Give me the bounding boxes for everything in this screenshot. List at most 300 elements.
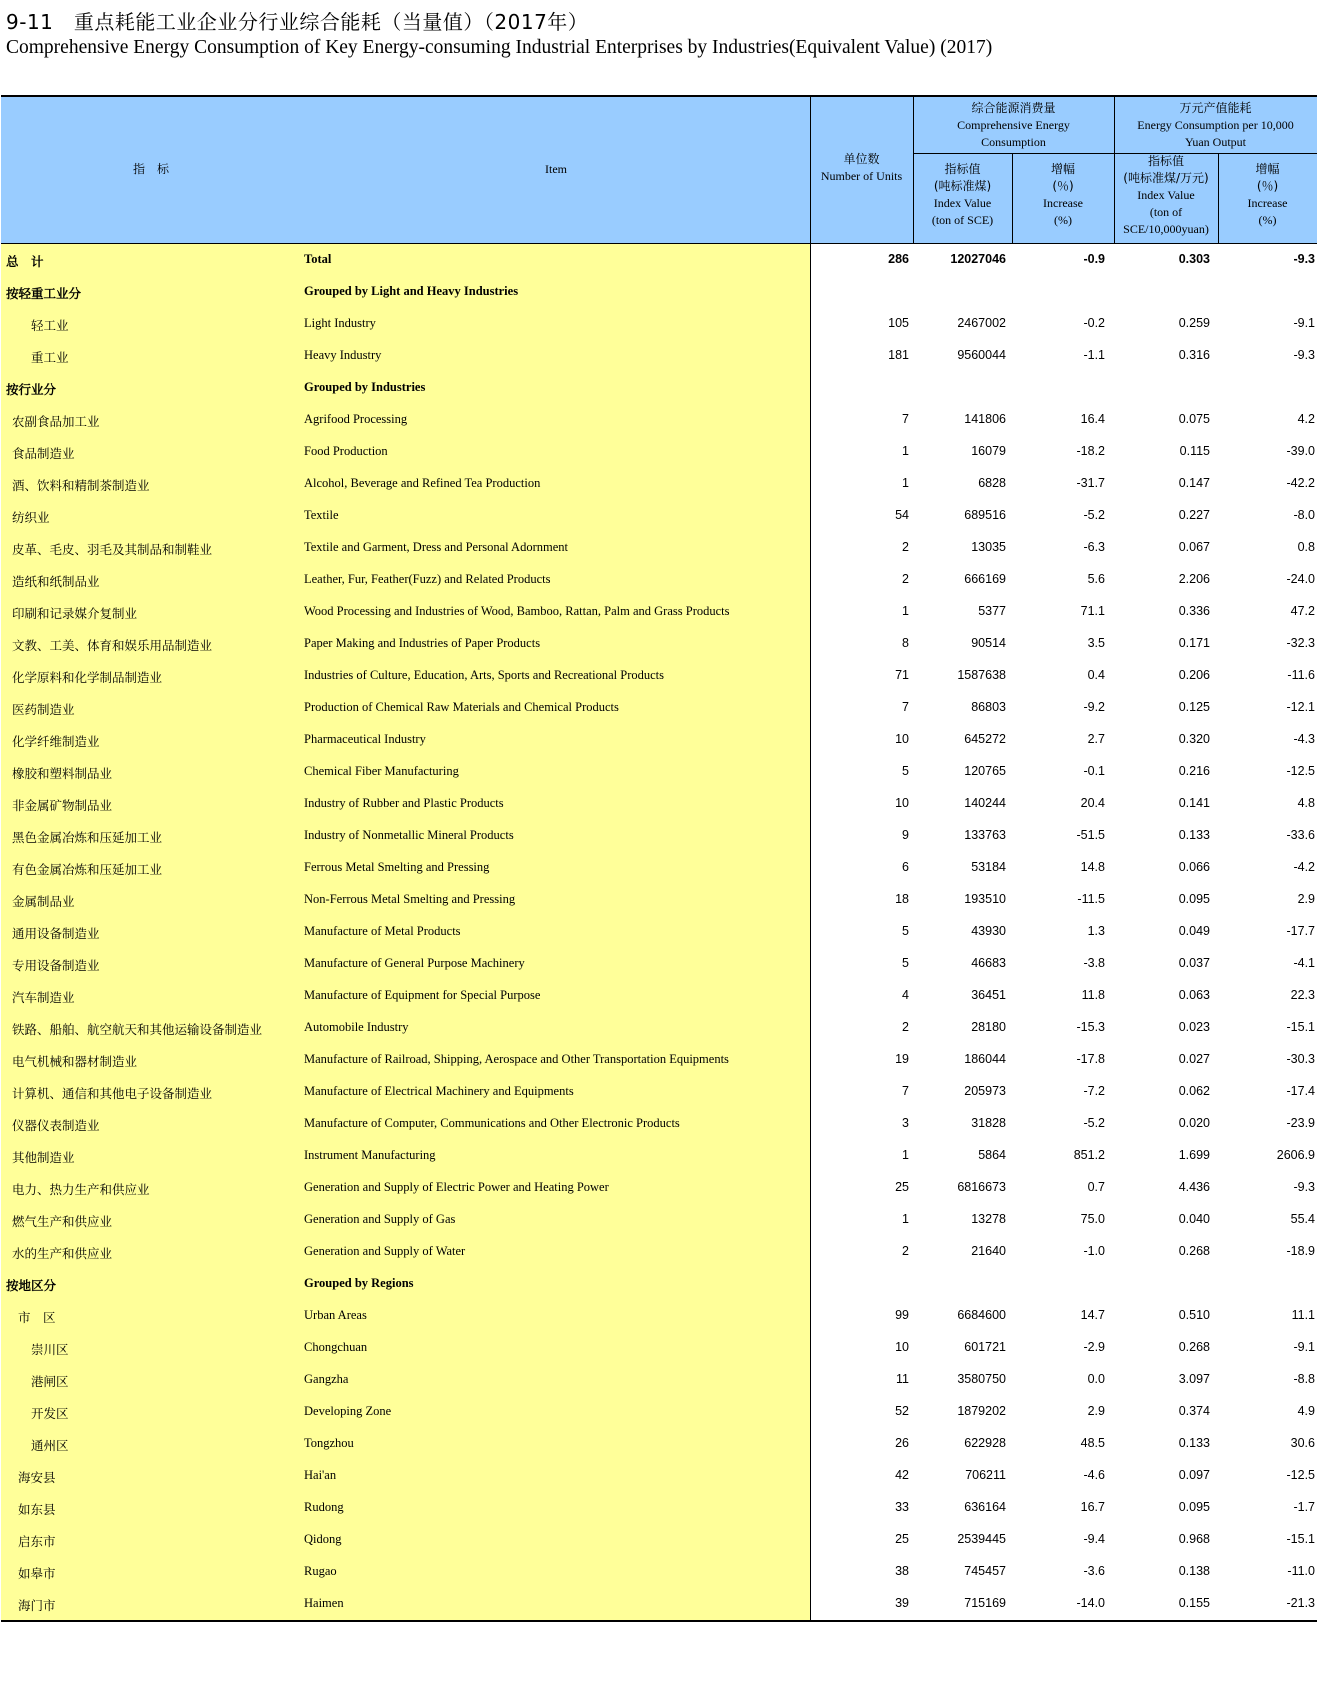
cell-units: 10 <box>895 732 909 746</box>
cell-units: 25 <box>895 1532 909 1546</box>
cell-energy-value: 16079 <box>971 444 1006 458</box>
table-row <box>1 1172 1317 1204</box>
cell-per-output-increase: 47.2 <box>1290 604 1315 618</box>
header-index-value-2 <box>1114 153 1218 238</box>
cell-energy-value: 90514 <box>971 636 1006 650</box>
cell-per-output-value: 0.062 <box>1178 1084 1210 1098</box>
cell-units: 52 <box>895 1404 909 1418</box>
cell-units: 105 <box>888 316 909 330</box>
header-increase-1 <box>1012 161 1114 229</box>
header-inc2-pct: (％) <box>1256 179 1279 193</box>
cell-per-output-increase: -11.0 <box>1287 1564 1315 1578</box>
row-label-cn: 启东市 <box>18 1534 56 1549</box>
table-row <box>1 916 1317 948</box>
cell-energy-increase: -1.0 <box>1083 1244 1105 1258</box>
row-label-en: Non-Ferrous Metal Smelting and Pressing <box>304 892 516 906</box>
cell-per-output-value: 0.227 <box>1178 508 1210 522</box>
row-label-en: Industry of Rubber and Plastic Products <box>304 796 504 810</box>
cell-units: 7 <box>902 412 909 426</box>
row-label-en: Urban Areas <box>304 1308 367 1322</box>
cell-per-output-increase: 4.9 <box>1297 1404 1315 1418</box>
cell-units: 6 <box>902 860 909 874</box>
table-row <box>1 948 1317 980</box>
table-row <box>1 1204 1317 1236</box>
row-label-en: Grouped by Regions <box>304 1276 414 1290</box>
row-label-en: Production of Chemical Raw Materials and Chemical Products <box>304 700 619 714</box>
row-label-cn: 按行业分 <box>6 382 57 397</box>
table-body <box>1 244 1317 1620</box>
table-row <box>1 1588 1317 1620</box>
table-row <box>1 468 1317 500</box>
cell-per-output-increase: -23.9 <box>1286 1116 1315 1130</box>
cell-per-output-value: 0.040 <box>1178 1212 1210 1226</box>
row-label-en: Haimen <box>304 1596 344 1610</box>
cell-units: 5 <box>902 924 909 938</box>
row-label-en: Instrument Manufacturing <box>304 1148 436 1162</box>
cell-per-output-increase: -24.0 <box>1286 572 1315 586</box>
cell-per-output-increase: 30.6 <box>1290 1436 1315 1450</box>
cell-energy-value: 141806 <box>964 412 1006 426</box>
cell-per-output-increase: -42.2 <box>1286 476 1315 490</box>
cell-per-output-increase: 22.3 <box>1290 988 1315 1002</box>
cell-energy-value: 689516 <box>964 508 1006 522</box>
cell-energy-value: 53184 <box>971 860 1006 874</box>
cell-per-output-increase: 55.4 <box>1290 1212 1315 1226</box>
cell-units: 19 <box>895 1052 909 1066</box>
cell-per-output-increase: -12.1 <box>1286 700 1315 714</box>
cell-units: 2 <box>902 572 909 586</box>
header-comprehensive <box>913 100 1114 151</box>
header-units <box>810 151 913 185</box>
cell-energy-value: 9560044 <box>957 348 1006 362</box>
header-comp-en1: Comprehensive Energy <box>957 118 1070 132</box>
cell-energy-value: 666169 <box>964 572 1006 586</box>
cell-per-output-value: 0.216 <box>1178 764 1210 778</box>
header-increase-2 <box>1218 161 1317 229</box>
table-row <box>1 1364 1317 1396</box>
row-label-en: Generation and Supply of Electric Power and Heating Power <box>304 1180 609 1194</box>
cell-per-output-value: 2.206 <box>1178 572 1210 586</box>
table-row <box>1 788 1317 820</box>
row-label-en: Hai'an <box>304 1468 337 1482</box>
cell-per-output-value: 0.155 <box>1178 1596 1210 1610</box>
cell-energy-increase: 14.7 <box>1080 1308 1105 1322</box>
cell-energy-increase: -0.9 <box>1083 252 1105 266</box>
table-row <box>1 1524 1317 1556</box>
cell-units: 25 <box>895 1180 909 1194</box>
table-row <box>1 1556 1317 1588</box>
cell-energy-value: 2539445 <box>957 1532 1006 1546</box>
row-label-cn: 纺织业 <box>12 510 50 525</box>
cell-units: 181 <box>888 348 909 362</box>
cell-per-output-increase: -9.3 <box>1293 252 1315 266</box>
row-label-cn: 化学原料和化学制品制造业 <box>12 670 163 685</box>
cell-units: 7 <box>902 1084 909 1098</box>
header-inc2-en: Increase <box>1247 196 1288 210</box>
row-label-cn: 造纸和纸制品业 <box>12 574 100 589</box>
cell-per-output-value: 0.097 <box>1178 1468 1210 1482</box>
cell-per-output-value: 0.020 <box>1178 1116 1210 1130</box>
row-label-cn: 医药制造业 <box>12 702 75 717</box>
cell-per-output-value: 0.023 <box>1178 1020 1210 1034</box>
cell-per-output-increase: -17.7 <box>1286 924 1315 938</box>
cell-units: 1 <box>902 476 909 490</box>
cell-energy-increase: 3.5 <box>1087 636 1105 650</box>
cell-units: 1 <box>902 1212 909 1226</box>
cell-energy-increase: 48.5 <box>1080 1436 1105 1450</box>
row-label-cn: 通用设备制造业 <box>12 926 100 941</box>
row-label-cn: 黑色金属冶炼和压延加工业 <box>12 830 163 845</box>
cell-energy-increase: -15.3 <box>1076 1020 1105 1034</box>
row-label-en: Textile and Garment, Dress and Personal Adornment <box>304 540 568 554</box>
header-per-output <box>1114 100 1317 151</box>
row-label-cn: 崇川区 <box>31 1342 69 1357</box>
cell-units: 54 <box>895 508 909 522</box>
table-row <box>1 820 1317 852</box>
header-inc2-cn: 增幅 <box>1255 162 1280 176</box>
header-iv2-en1: Index Value <box>1137 188 1195 202</box>
cell-per-output-value: 0.206 <box>1178 668 1210 682</box>
cell-units: 39 <box>895 1596 909 1610</box>
row-label-cn: 电气机械和器材制造业 <box>12 1054 138 1069</box>
cell-energy-value: 43930 <box>971 924 1006 938</box>
cell-per-output-increase: -33.6 <box>1286 828 1315 842</box>
cell-energy-increase: -1.1 <box>1083 348 1105 362</box>
cell-energy-value: 12027046 <box>950 252 1006 266</box>
table-row <box>1 1044 1317 1076</box>
row-label-cn: 重工业 <box>31 350 69 365</box>
header-inc1-en: Increase <box>1043 196 1083 210</box>
cell-per-output-value: 0.259 <box>1178 316 1210 330</box>
cell-per-output-value: 0.268 <box>1178 1244 1210 1258</box>
table-row <box>1 660 1317 692</box>
cell-energy-value: 6816673 <box>957 1180 1006 1194</box>
row-label-cn: 轻工业 <box>31 318 69 333</box>
cell-units: 5 <box>902 956 909 970</box>
table-row <box>1 1396 1317 1428</box>
header-item: Item <box>545 162 567 176</box>
row-label-en: Manufacture of General Purpose Machinery <box>304 956 525 970</box>
header-iv1-en2: (ton of SCE) <box>931 213 994 227</box>
row-label-en: Grouped by Light and Heavy Industries <box>304 284 519 298</box>
table-row <box>1 1300 1317 1332</box>
cell-energy-increase: -9.4 <box>1083 1532 1105 1546</box>
cell-per-output-value: 4.436 <box>1178 1180 1210 1194</box>
header-units-cn: 单位数 <box>843 152 880 166</box>
table-row <box>1 596 1317 628</box>
cell-per-output-increase: 4.2 <box>1297 412 1315 426</box>
table-row <box>1 724 1317 756</box>
cell-energy-value: 193510 <box>964 892 1006 906</box>
cell-per-output-value: 0.133 <box>1178 828 1210 842</box>
row-label-cn: 农副食品加工业 <box>12 414 100 429</box>
row-label-en: Rugao <box>304 1564 337 1578</box>
row-label-cn: 有色金属冶炼和压延加工业 <box>12 862 163 877</box>
row-label-en: Pharmaceutical Industry <box>304 732 426 746</box>
row-label-cn: 港闸区 <box>31 1374 69 1389</box>
row-label-en: Chongchuan <box>304 1340 368 1354</box>
cell-per-output-increase: -39.0 <box>1286 444 1315 458</box>
row-label-en: Gangzha <box>304 1372 349 1386</box>
table-row <box>1 436 1317 468</box>
header-iv2-unit-cn: (吨标准煤/万元) <box>1123 171 1209 185</box>
cell-per-output-value: 0.303 <box>1178 252 1210 266</box>
header-iv1-unit-cn: (吨标准煤) <box>933 179 992 193</box>
row-label-cn: 非金属矿物制品业 <box>12 798 113 813</box>
row-label-cn: 电力、热力生产和供应业 <box>12 1182 150 1197</box>
cell-per-output-increase: 11.1 <box>1291 1308 1315 1322</box>
row-label-en: Qidong <box>304 1532 342 1546</box>
table-row <box>1 1428 1317 1460</box>
cell-per-output-value: 0.147 <box>1178 476 1210 490</box>
row-label-en: Generation and Supply of Water <box>304 1244 466 1258</box>
cell-per-output-increase: -18.9 <box>1286 1244 1315 1258</box>
row-label-en: Manufacture of Railroad, Shipping, Aerospace and Other Transportation Equipments <box>304 1052 729 1066</box>
cell-energy-value: 140244 <box>964 796 1006 810</box>
header-inc1-cn: 增幅 <box>1050 162 1075 176</box>
cell-per-output-increase: 2606.9 <box>1276 1148 1315 1162</box>
header-units-en: Number of Units <box>820 169 903 183</box>
cell-energy-increase: -5.2 <box>1083 1116 1105 1130</box>
cell-energy-value: 46683 <box>971 956 1006 970</box>
cell-per-output-increase: -9.3 <box>1293 348 1315 362</box>
cell-per-output-increase: 4.8 <box>1297 796 1315 810</box>
row-label-cn: 总 计 <box>6 254 44 269</box>
cell-per-output-increase: -4.3 <box>1293 732 1315 746</box>
cell-units: 11 <box>896 1372 909 1386</box>
cell-energy-increase: -3.8 <box>1083 956 1105 970</box>
cell-per-output-value: 1.699 <box>1178 1148 1210 1162</box>
cell-per-output-increase: 2.9 <box>1297 892 1315 906</box>
cell-energy-increase: 16.4 <box>1080 412 1105 426</box>
cell-energy-value: 3580750 <box>957 1372 1006 1386</box>
cell-energy-increase: 75.0 <box>1080 1212 1105 1226</box>
cell-energy-value: 205973 <box>964 1084 1006 1098</box>
cell-per-output-increase: -12.5 <box>1286 1468 1315 1482</box>
table-row <box>1 1492 1317 1524</box>
table-header <box>1 97 1317 244</box>
cell-energy-value: 645272 <box>964 732 1006 746</box>
cell-energy-value: 601721 <box>964 1340 1006 1354</box>
cell-units: 7 <box>902 700 909 714</box>
table-row <box>1 1332 1317 1364</box>
row-label-cn: 金属制品业 <box>12 894 75 909</box>
cell-per-output-increase: -9.3 <box>1293 1180 1315 1194</box>
row-label-en: Ferrous Metal Smelting and Pressing <box>304 860 490 874</box>
row-label-en: Heavy Industry <box>304 348 382 362</box>
cell-units: 10 <box>895 796 909 810</box>
row-label-cn: 专用设备制造业 <box>12 958 100 973</box>
row-label-en: Manufacture of Electrical Machinery and Equipments <box>304 1084 574 1098</box>
table-row <box>1 1140 1317 1172</box>
cell-energy-increase: -17.8 <box>1076 1052 1105 1066</box>
header-inc1-pct: (％) <box>1052 179 1074 193</box>
cell-per-output-value: 0.125 <box>1178 700 1210 714</box>
cell-energy-increase: -0.1 <box>1083 764 1105 778</box>
cell-energy-value: 186044 <box>964 1052 1006 1066</box>
header-comp-cn: 综合能源消费量 <box>971 101 1056 115</box>
row-label-en: Textile <box>304 508 339 522</box>
cell-energy-increase: 11.8 <box>1081 988 1105 1002</box>
cell-per-output-value: 0.133 <box>1178 1436 1210 1450</box>
cell-energy-value: 31828 <box>971 1116 1006 1130</box>
cell-units: 38 <box>895 1564 909 1578</box>
cell-per-output-value: 0.027 <box>1178 1052 1210 1066</box>
cell-energy-increase: -7.2 <box>1083 1084 1105 1098</box>
cell-per-output-value: 0.138 <box>1178 1564 1210 1578</box>
cell-per-output-value: 0.374 <box>1178 1404 1210 1418</box>
cell-energy-value: 636164 <box>964 1500 1006 1514</box>
cell-per-output-value: 0.336 <box>1178 604 1210 618</box>
table-row <box>1 884 1317 916</box>
row-label-cn: 计算机、通信和其他电子设备制造业 <box>12 1086 213 1101</box>
cell-per-output-increase: -15.1 <box>1286 1020 1315 1034</box>
row-label-en: Total <box>304 252 332 266</box>
cell-energy-value: 5864 <box>978 1148 1006 1162</box>
cell-per-output-increase: -4.2 <box>1293 860 1315 874</box>
row-label-en: Grouped by Industries <box>304 380 426 394</box>
table-row <box>1 756 1317 788</box>
cell-energy-value: 2467002 <box>957 316 1006 330</box>
cell-energy-value: 5377 <box>978 604 1006 618</box>
cell-per-output-value: 0.115 <box>1179 444 1210 458</box>
cell-energy-increase: 20.4 <box>1080 796 1105 810</box>
cell-energy-value: 86803 <box>971 700 1006 714</box>
cell-per-output-value: 0.037 <box>1178 956 1210 970</box>
cell-per-output-value: 0.171 <box>1178 636 1210 650</box>
energy-table <box>1 95 1317 1622</box>
row-label-cn: 汽车制造业 <box>12 990 75 1005</box>
cell-energy-value: 133763 <box>964 828 1006 842</box>
cell-per-output-increase: -21.3 <box>1286 1596 1315 1610</box>
cell-units: 9 <box>902 828 909 842</box>
cell-units: 3 <box>902 1116 909 1130</box>
cell-energy-increase: -3.6 <box>1083 1564 1105 1578</box>
header-iv2-en3: SCE/10,000yuan) <box>1123 222 1209 236</box>
header-index-value-1 <box>913 161 1012 229</box>
row-label-cn: 食品制造业 <box>12 446 75 461</box>
table-row <box>1 564 1317 596</box>
cell-energy-increase: 16.7 <box>1080 1500 1105 1514</box>
cell-units: 2 <box>902 1244 909 1258</box>
cell-energy-increase: -51.5 <box>1076 828 1105 842</box>
header-iv1-en1: Index Value <box>933 196 992 210</box>
row-label-en: Leather, Fur, Feather(Fuzz) and Related Products <box>304 572 551 586</box>
cell-energy-value: 6828 <box>978 476 1006 490</box>
cell-energy-increase: -9.2 <box>1083 700 1105 714</box>
cell-energy-increase: -11.5 <box>1077 892 1105 906</box>
header-comp-en2: Consumption <box>981 135 1046 149</box>
header-per-cn: 万元产值能耗 <box>1179 101 1252 115</box>
cell-units: 1 <box>902 444 909 458</box>
row-label-en: Paper Making and Industries of Paper Products <box>304 636 541 650</box>
header-inc1-unit: (%) <box>1054 213 1072 227</box>
row-label-cn: 开发区 <box>31 1406 69 1421</box>
cell-energy-increase: -6.3 <box>1083 540 1105 554</box>
cell-per-output-increase: -12.5 <box>1286 764 1315 778</box>
row-label-cn: 文教、工美、体育和娱乐用品制造业 <box>12 638 213 653</box>
cell-units: 18 <box>895 892 909 906</box>
row-label-cn: 铁路、船舶、航空航天和其他运输设备制造业 <box>12 1022 263 1037</box>
row-label-cn: 水的生产和供应业 <box>12 1246 113 1261</box>
row-label-en: Industry of Nonmetallic Mineral Products <box>304 828 514 842</box>
row-label-cn: 海安县 <box>18 1470 56 1485</box>
header-iv2-cn: 指标值 <box>1147 154 1184 168</box>
cell-energy-increase: -31.7 <box>1076 476 1105 490</box>
cell-units: 8 <box>902 636 909 650</box>
row-label-en: Agrifood Processing <box>304 412 408 426</box>
cell-energy-increase: -4.6 <box>1083 1468 1105 1482</box>
row-label-en: Generation and Supply of Gas <box>304 1212 456 1226</box>
table-title-cn: 9-11 重点耗能工业企业分行业综合能耗（当量值）（2017年） <box>6 10 589 34</box>
row-label-cn: 通州区 <box>31 1438 69 1453</box>
cell-per-output-value: 0.049 <box>1178 924 1210 938</box>
header-indicator: 指 标 <box>132 162 169 176</box>
row-label-cn: 海门市 <box>18 1598 56 1613</box>
row-label-cn: 按地区分 <box>6 1278 57 1293</box>
row-label-en: Developing Zone <box>304 1404 392 1418</box>
cell-per-output-value: 0.510 <box>1178 1308 1210 1322</box>
header-per-en1: Energy Consumption per 10,000 <box>1137 118 1294 132</box>
table-row <box>1 1236 1317 1268</box>
row-label-cn: 印刷和记录媒介复制业 <box>12 606 138 621</box>
cell-per-output-increase: -4.1 <box>1293 956 1315 970</box>
cell-energy-value: 21640 <box>971 1244 1006 1258</box>
row-label-cn: 燃气生产和供应业 <box>12 1214 113 1229</box>
cell-units: 1 <box>902 604 909 618</box>
cell-energy-increase: -14.0 <box>1076 1596 1105 1610</box>
row-label-en: Tongzhou <box>304 1436 354 1450</box>
table-row <box>1 340 1317 372</box>
table-row <box>1 308 1317 340</box>
cell-units: 99 <box>895 1308 909 1322</box>
row-label-cn: 市 区 <box>18 1310 56 1325</box>
cell-per-output-value: 0.063 <box>1178 988 1210 1002</box>
row-label-cn: 其他制造业 <box>12 1150 75 1165</box>
table-row <box>1 276 1317 308</box>
row-label-en: Automobile Industry <box>304 1020 409 1034</box>
row-label-en: Alcohol, Beverage and Refined Tea Production <box>304 476 541 490</box>
row-label-cn: 橡胶和塑料制品业 <box>12 766 113 781</box>
cell-energy-increase: 5.6 <box>1087 572 1105 586</box>
cell-energy-value: 706211 <box>965 1468 1006 1482</box>
header-iv1-cn: 指标值 <box>944 162 981 176</box>
cell-energy-value: 13278 <box>971 1212 1006 1226</box>
cell-units: 71 <box>895 668 909 682</box>
cell-units: 286 <box>888 252 909 266</box>
cell-energy-value: 715169 <box>964 1596 1006 1610</box>
row-label-en: Manufacture of Equipment for Special Purpose <box>304 988 541 1002</box>
cell-energy-value: 622928 <box>964 1436 1006 1450</box>
table-row <box>1 1076 1317 1108</box>
cell-units: 10 <box>895 1340 909 1354</box>
cell-per-output-value: 3.097 <box>1178 1372 1210 1386</box>
cell-units: 26 <box>895 1436 909 1450</box>
header-per-en2: Yuan Output <box>1185 135 1246 149</box>
row-label-cn: 皮革、毛皮、羽毛及其制品和制鞋业 <box>12 542 213 557</box>
row-label-en: Industries of Culture, Education, Arts, Sports and Recreational Products <box>304 668 665 682</box>
cell-units: 2 <box>902 1020 909 1034</box>
cell-per-output-increase: -1.7 <box>1293 1500 1315 1514</box>
table-row <box>1 628 1317 660</box>
cell-energy-increase: -2.9 <box>1083 1340 1105 1354</box>
cell-units: 1 <box>902 1148 909 1162</box>
row-label-en: Food Production <box>304 444 388 458</box>
table-row <box>1 1460 1317 1492</box>
cell-per-output-increase: -11.6 <box>1287 668 1315 682</box>
cell-per-output-value: 0.320 <box>1178 732 1210 746</box>
cell-energy-value: 36451 <box>971 988 1006 1002</box>
